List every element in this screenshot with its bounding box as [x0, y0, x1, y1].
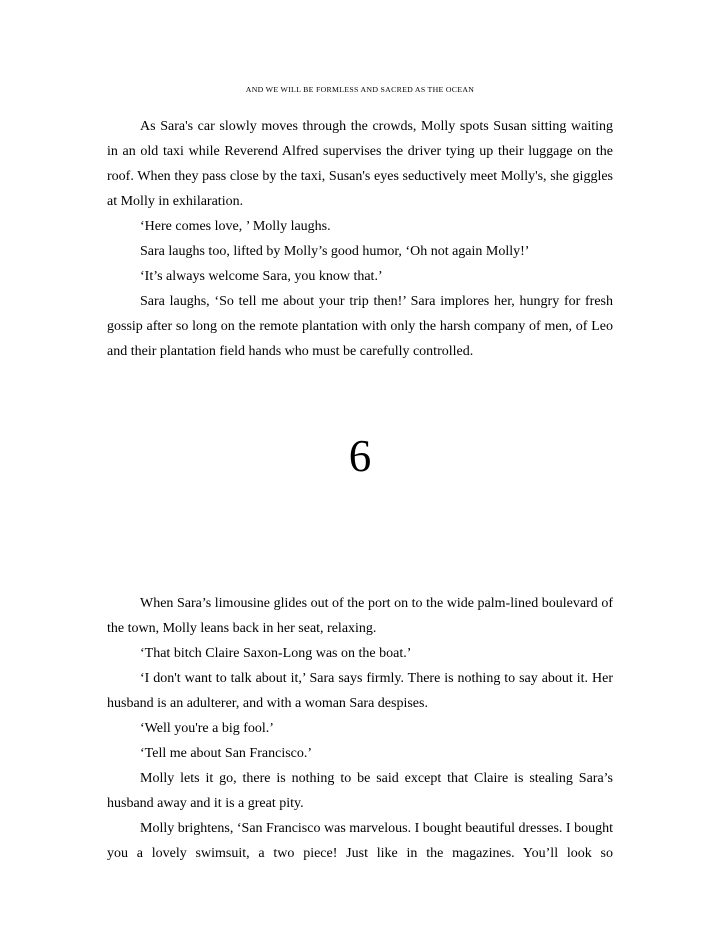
paragraph-dialogue-3: ‘It’s always welcome Sara, you know that.’: [140, 269, 383, 284]
paragraph-narrative-1: As Sara's car slowly moves through the crowds, Molly spots Susan sitting waiting in an old taxi while Reverend Alfred supervises the driver tying up their luggage on the roof. When they pass close by the taxi, Susan's eyes seductively meet Molly's, she giggles at Molly in exhilaration.: [107, 119, 613, 209]
chapter-number: 6: [348, 431, 372, 481]
paragraph-narrative-3: When Sara’s limousine glides out of the port on to the wide palm-lined boulevard of the town, Molly leans back in her seat, relaxing.: [107, 596, 613, 636]
paragraph-dialogue-2: Sara laughs too, lifted by Molly’s good humor, ‘Oh not again Molly!’: [140, 244, 530, 259]
paragraph-narrative-2: Sara laughs, ‘So tell me about your trip then!’ Sara implores her, hungry for fresh gossip after so long on the remote plantation with only the harsh company of men, of Leo and their plantation field hands who must be carefully controlled.: [107, 294, 613, 359]
text-section-before-chapter-break: [107, 114, 613, 364]
paragraph-dialogue-6: ‘Well you're a big fool.’: [140, 721, 274, 736]
paragraph-dialogue-7: ‘Tell me about San Francisco.’: [140, 746, 313, 761]
paragraph-narrative-4: Molly lets it go, there is nothing to be said except that Claire is stealing Sara’s husband away and it is a great pity.: [107, 771, 613, 811]
paragraph-dialogue-1: ‘Here comes love, ’ Molly laughs.: [140, 219, 331, 234]
paragraph-dialogue-4: ‘That bitch Claire Saxon-Long was on the boat.’: [140, 646, 412, 661]
running-header: AND WE WILL BE FORMLESS AND SACRED AS THE OCEAN: [245, 85, 475, 94]
paragraph-narrative-5-continues-next-page: Molly brightens, ‘San Francisco was marvelous. I bought beautiful dresses. I bought you a lovely swimsuit, a two piece! Just like in the magazines. You’ll look so: [107, 821, 613, 861]
paragraph-dialogue-5: ‘I don't want to talk about it,’ Sara says firmly. There is nothing to say about it. Her husband is an adulterer, and with a woman Sara despises.: [107, 671, 613, 711]
text-section-after-chapter-break: [107, 591, 613, 866]
